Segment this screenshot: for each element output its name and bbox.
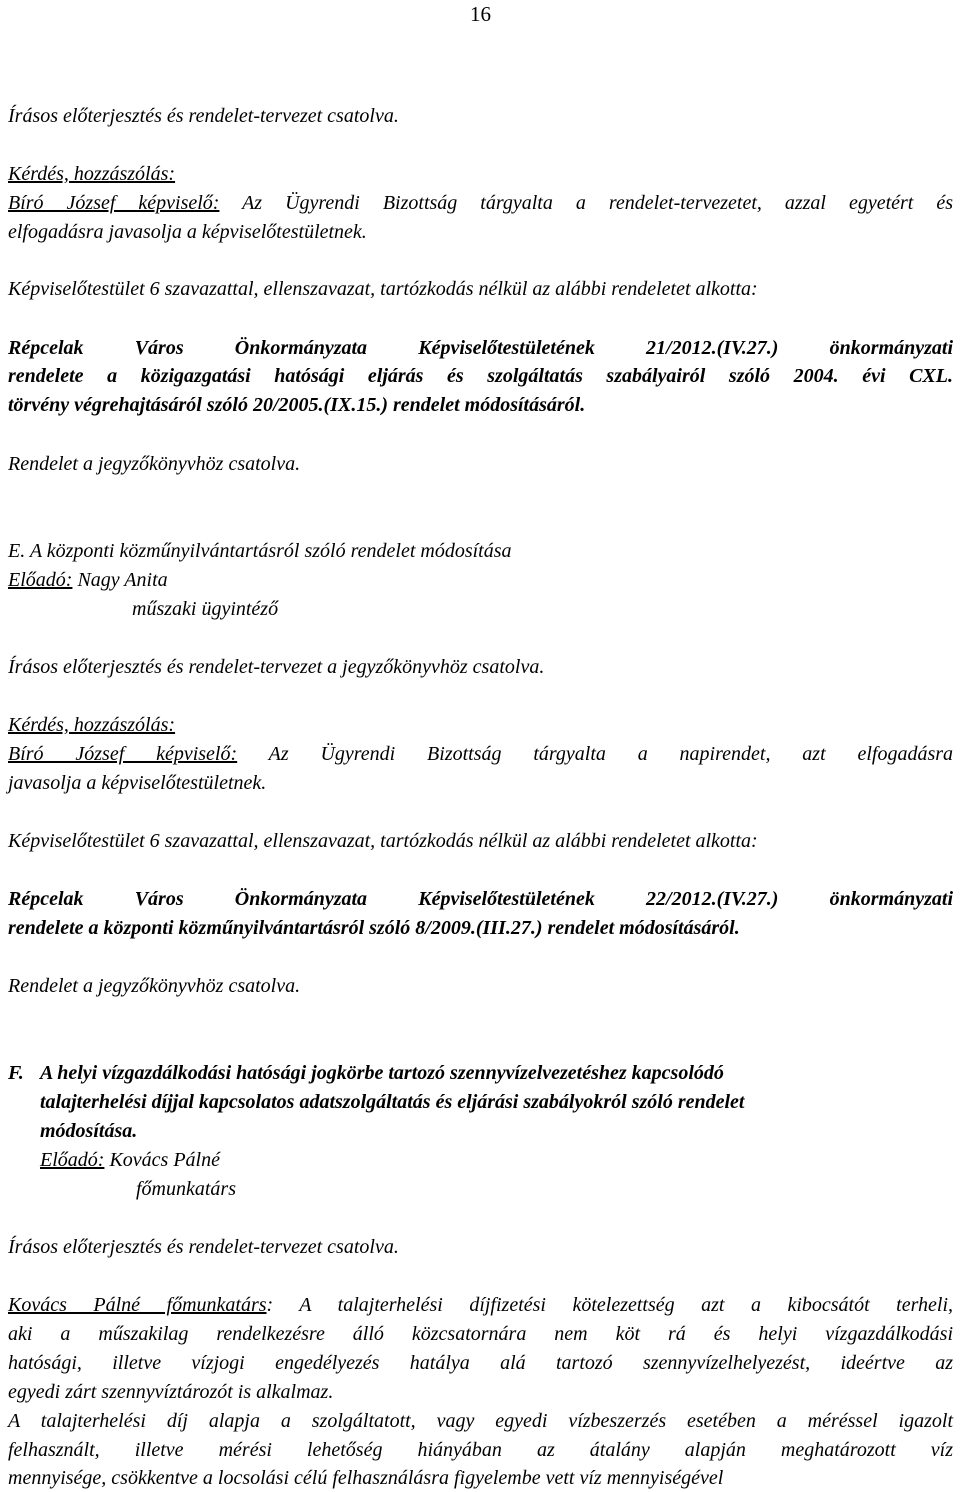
speaker-name: Kovács Pálné főmunkatárs <box>8 1294 267 1316</box>
speaker-name: Bíró József képviselő: <box>8 192 220 214</box>
question-heading: Kérdés, hozzászólás: <box>8 714 176 736</box>
agenda-item-title: E. A központi közműnyilvántartásról szóló rendelet módosítása <box>8 540 512 562</box>
comment-text: hatósági, illetve vízjogi engedélyezés hatálya alá tartozó szennyvízelhelyezést, ideértve az <box>8 1352 953 1374</box>
speaker-comment <box>8 191 953 215</box>
attachment-note: Írásos előterjesztés és rendelet-tervezet a jegyzőkönyvhöz csatolva. <box>8 656 545 678</box>
page-number: 16 <box>470 2 491 26</box>
question-heading: Kérdés, hozzászólás: <box>8 163 176 185</box>
comment-text: felhasznált, illetve mérési lehetőség hiányában az átalány alapján meghatározott víz <box>8 1439 953 1461</box>
attached-note: Rendelet a jegyzőkönyvhöz csatolva. <box>8 453 301 475</box>
decree-title: rendelete a központi közműnyilvántartásról szóló 8/2009.(III.27.) rendelet módosításáról. <box>8 917 740 939</box>
speaker-comment <box>8 742 953 766</box>
attachment-note: Írásos előterjesztés és rendelet-tervezet csatolva. <box>8 105 399 127</box>
speaker-comment <box>8 1293 953 1317</box>
comment-text: Az Ügyrendi Bizottság tárgyalta a napirendet, azt elfogadásra <box>237 743 954 765</box>
speaker-name: Bíró József képviselő: <box>8 743 238 765</box>
agenda-item-title: A helyi vízgazdálkodási hatósági jogkörbe tartozó szennyvízelvezetéshez kapcsolódó <box>40 1062 724 1084</box>
presenter-name: Kovács Pálné <box>104 1149 220 1171</box>
comment-text: A talajterhelési díj alapja a szolgáltatott, vagy egyedi vízbeszerzés esetében a méréssel igazolt <box>8 1410 953 1432</box>
comment-text: : A talajterhelési díjfizetési kötelezettség azt a kibocsátót terheli, <box>266 1294 954 1316</box>
presenter-name: Nagy Anita <box>72 569 168 591</box>
decree-title: Répcelak Város Önkormányzata Képviselőtestületének 21/2012.(IV.27.) önkormányzati <box>8 337 953 359</box>
comment-text: Az Ügyrendi Bizottság tárgyalta a rendelet-tervezetet, azzal egyetért és <box>219 192 954 214</box>
decree-title: Répcelak Város Önkormányzata Képviselőtestületének 22/2012.(IV.27.) önkormányzati <box>8 888 953 910</box>
vote-result: Képviselőtestület 6 szavazattal, ellenszavazat, tartózkodás nélkül az alábbi rendeletet alkotta: <box>8 830 758 852</box>
agenda-item-letter: F. <box>8 1062 24 1084</box>
presenter-label: Előadó: <box>8 569 73 591</box>
presenter-label: Előadó: <box>40 1149 105 1171</box>
vote-result: Képviselőtestület 6 szavazattal, ellenszavazat, tartózkodás nélkül az alábbi rendeletet alkotta: <box>8 278 758 300</box>
comment-text: javasolja a képviselőtestületnek. <box>8 772 267 794</box>
agenda-item-title: talajterhelési díjjal kapcsolatos adatszolgáltatás és eljárási szabályokról szóló rendelet <box>40 1091 745 1113</box>
decree-title: törvény végrehajtásáról szóló 20/2005.(IX.15.) rendelet módosításáról. <box>8 394 586 416</box>
attachment-note: Írásos előterjesztés és rendelet-tervezet csatolva. <box>8 1236 399 1258</box>
presenter <box>8 568 953 592</box>
presenter-role: főmunkatárs <box>136 1178 236 1200</box>
comment-text: aki a műszakilag rendelkezésre álló közcsatornára nem köt rá és helyi vízgazdálkodási <box>8 1323 953 1345</box>
comment-text: elfogadásra javasolja a képviselőtestületnek. <box>8 221 367 243</box>
decree-title: rendelete a közigazgatási hatósági eljárás és szolgáltatás szabályairól szóló 2004. évi CXL. <box>8 365 953 387</box>
comment-text: mennyisége, csökkentve a locsolási célú felhasználásra figyelembe vett víz mennyiségével <box>8 1467 724 1489</box>
presenter-role: műszaki ügyintéző <box>132 598 279 620</box>
comment-text: egyedi zárt szennyvíztározót is alkalmaz. <box>8 1381 334 1403</box>
attached-note: Rendelet a jegyzőkönyvhöz csatolva. <box>8 975 301 997</box>
presenter <box>40 1148 220 1172</box>
agenda-item-title: módosítása. <box>40 1120 138 1142</box>
